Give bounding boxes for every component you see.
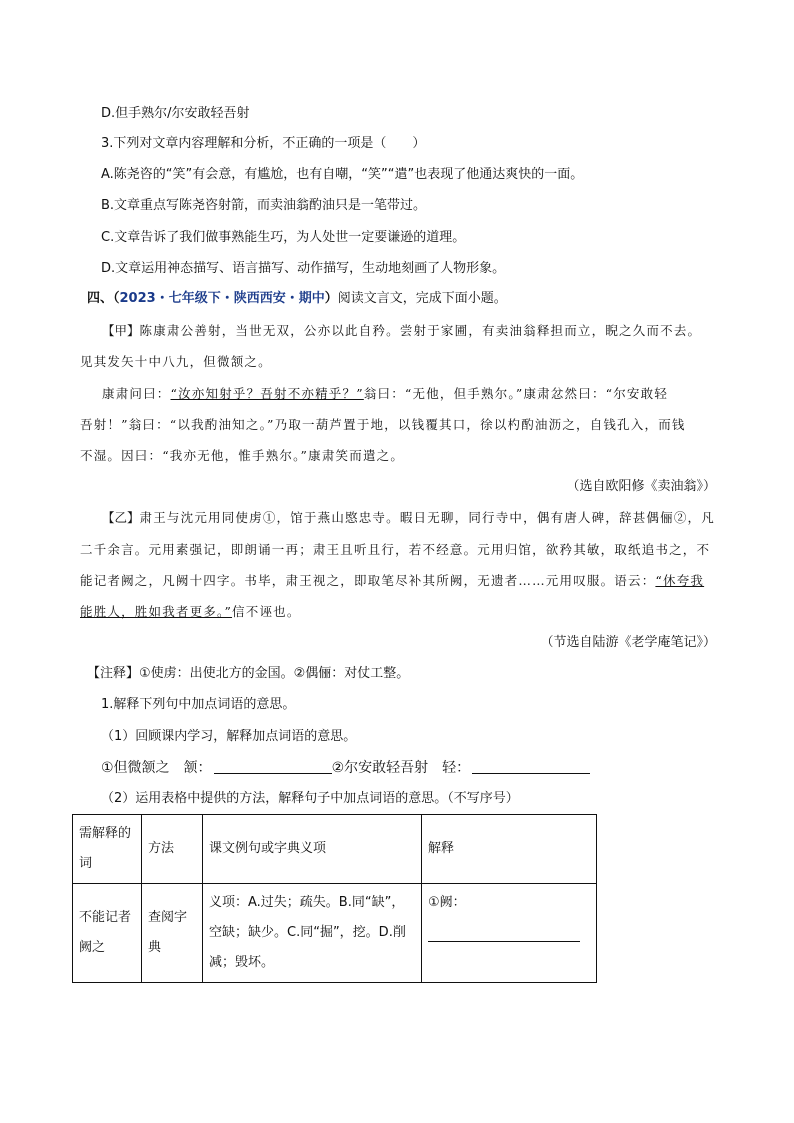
section-instruction: 阅读文言文，完成下面小题。 xyxy=(337,291,507,306)
passage-jia-line-4: 吾射！”翁曰：“以我酌油知之。”乃取一葫芦置于地，以钱覆其口，徐以杓酌油沥之，自钱孔入，而钱 xyxy=(80,417,686,432)
answer-blank-1[interactable] xyxy=(214,761,332,774)
section-number: 四、（ xyxy=(87,291,120,306)
passage-yi-line-3: 能记者阙之，凡阙十四字。书毕，肃王视之，即取笔尽补其所阙，无遗者……元用叹服。语云：“休夸我 xyxy=(80,573,705,588)
answer-blank-3[interactable] xyxy=(428,929,580,942)
answer-blank-wrap xyxy=(428,922,590,952)
section-close: ） xyxy=(324,291,338,306)
passage-jia-label: 【甲】 xyxy=(102,323,140,338)
q1-blanks-row xyxy=(101,760,590,776)
q1-sub1: （1）回顾课内学习，解释加点词语的意思。 xyxy=(101,729,357,744)
header-cell-word: 需解释的词 xyxy=(73,815,142,884)
passage-yi-line-2: 二千余言。元用素强记，即朗诵一再；肃王且听且行，若不经意。元用归馆，欲矜其敏，取纸追书之，不 xyxy=(80,542,711,557)
annotation-notes: 【注释】①使虏：出使北方的金国。②偶俪：对仗工整。 xyxy=(87,666,410,681)
q3-option-d: D.文章运用神态描写、语言描写、动作描写，生动地刻画了人物形象。 xyxy=(101,261,506,276)
passage-jia-line-3: 康肃问曰：“汝亦知射乎？吾射不亦精乎？”翁曰：“无他，但手熟尔。”康肃忿然曰：“尔安敢轻 xyxy=(102,386,669,401)
q3-option-c: C.文章告诉了我们做事熟能生巧，为人处世一定要谦逊的道理。 xyxy=(101,230,466,245)
q3-option-a: A.陈尧咨的“笑”有会意，有尴尬，也有自嘲，“笑”“遣”也表现了他通达爽快的一面。 xyxy=(101,167,584,182)
table-row xyxy=(73,884,597,983)
passage-yi-line-1: 【乙】肃王与沈元用同使虏①，馆于燕山愍忠寺。暇日无聊，同行寺中，偶有唐人碑，辞甚偶俪②，凡 xyxy=(102,510,715,525)
passage-jia-source: （选自欧阳修《卖油翁》） xyxy=(566,479,716,494)
passage-yi-line-4: 能胜人，胜如我者更多。”信不诬也。 xyxy=(80,604,301,619)
passage-jia-line-5: 不湿。因曰：“我亦无他，惟手熟尔。”康肃笑而遣之。 xyxy=(80,448,405,463)
section-4-heading xyxy=(87,291,507,307)
underlined-sentence-yi-b: 能胜人，胜如我者更多。” xyxy=(80,604,233,619)
passage-yi-label: 【乙】 xyxy=(102,510,140,525)
item2-label: ②尔安敢轻吾射 轻： xyxy=(331,760,471,776)
cell-meanings: 义项：A.过失；疏失。B.同“缺”，空缺；缺少。C.同“掘”，挖。D.削减；毁坏。 xyxy=(203,884,422,983)
item1-label: ①但微颔之 颔： xyxy=(101,760,212,776)
source-tag: 2023・七年级下・陕西西安・期中 xyxy=(119,291,325,306)
answer-label: ①阙： xyxy=(428,895,466,910)
q1-sub2: （2）运用表格中提供的方法，解释句子中加点词语的意思。（不写序号） xyxy=(101,791,519,806)
header-cell-meanings: 课文例句或字典义项 xyxy=(203,815,422,884)
q3-option-b: B.文章重点写陈尧咨射箭，而卖油翁酌油只是一笔带过。 xyxy=(101,198,427,213)
cell-answer xyxy=(422,884,597,983)
underlined-sentence-jia: “汝亦知射乎？吾射不亦精乎？” xyxy=(170,386,364,401)
answer-blank-2[interactable] xyxy=(472,761,590,774)
underlined-sentence-yi-a: “休夸我 xyxy=(655,573,705,588)
passage-yi-source: （节选自陆游《老学庵笔记》） xyxy=(540,635,716,650)
header-cell-answer: 解释 xyxy=(422,815,597,884)
cell-method: 查阅字典 xyxy=(142,884,203,983)
q1-stem: 1.解释下列句中加点词语的意思。 xyxy=(101,697,296,712)
cell-word: 不能记者阙之 xyxy=(73,884,142,983)
passage-jia-line-2: 见其发矢十中八九，但微颔之。 xyxy=(80,354,272,369)
q3-stem: 3.下列对文章内容理解和分析，不正确的一项是（ ） xyxy=(101,136,426,151)
q2-option-d: D.但手熟尔/尔安敢轻吾射 xyxy=(101,106,250,121)
header-cell-method: 方法 xyxy=(142,815,203,884)
table-header-row xyxy=(73,815,597,884)
passage-jia-line-1: 【甲】陈康肃公善射，当世无双，公亦以此自矜。尝射于家圃，有卖油翁释担而立，睨之久而不去。 xyxy=(102,323,702,338)
method-table xyxy=(72,814,597,983)
